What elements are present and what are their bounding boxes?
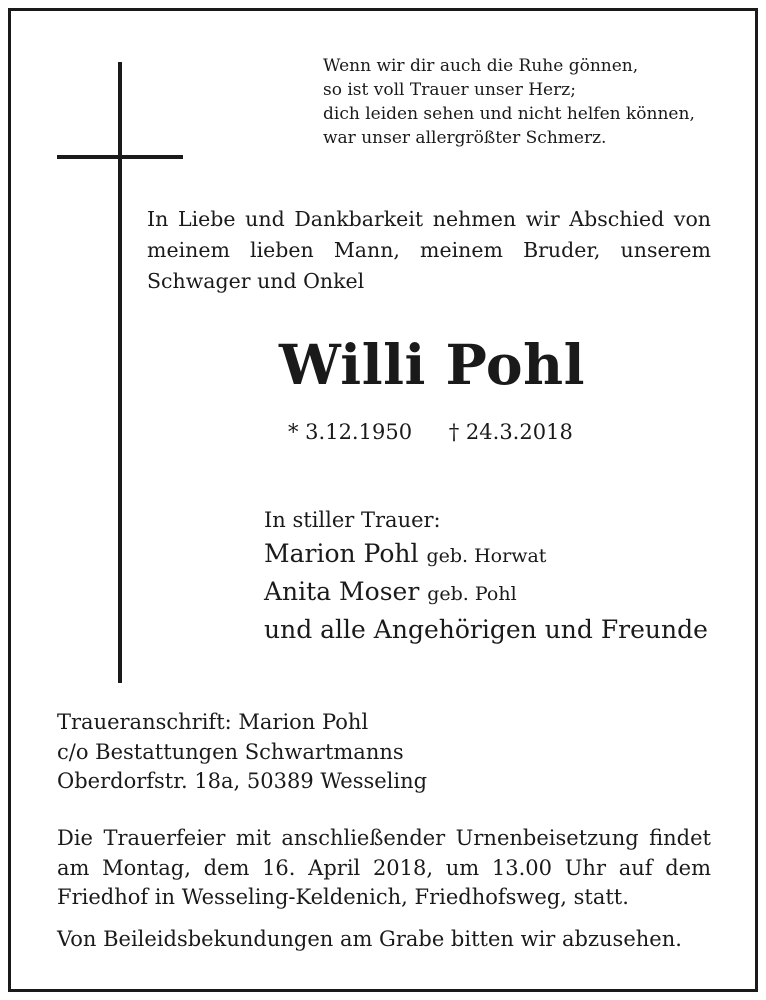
mourning-address xyxy=(57,708,427,797)
death-date: † 24.3.2018 xyxy=(448,420,573,444)
poem-line: dich leiden sehen und nicht helfen können, xyxy=(323,104,695,124)
birth-date: * 3.12.1950 xyxy=(288,420,413,444)
mourners-heading: In stiller Trauer: xyxy=(264,508,441,532)
intro-text: In Liebe und Dankbarkeit nehmen wir Abschied von meinem lieben Mann, meinem Bruder, unserem Schwager und Onkel xyxy=(147,207,711,293)
mourners-others: und alle Angehörigen und Freunde xyxy=(264,615,708,644)
address-line: c/o Bestattungen Schwartmanns xyxy=(57,739,404,764)
cross-horizontal-bar xyxy=(57,155,183,159)
deceased-name: Willi Pohl xyxy=(279,332,585,397)
condolence-note: Von Beileidsbekundungen am Grabe bitten wir abzusehen. xyxy=(57,927,682,951)
poem-line: Wenn wir dir auch die Ruhe gönnen, xyxy=(323,56,639,76)
address-line: Traueranschrift: Marion Pohl xyxy=(57,710,369,734)
poem-line: so ist voll Trauer unser Herz; xyxy=(323,80,576,100)
mourners xyxy=(264,504,708,648)
address-line: Oberdorfstr. 18a, 50389 Wesseling xyxy=(57,769,428,793)
poem-line: war unser allergrößter Schmerz. xyxy=(323,128,607,148)
ceremony-info: Die Trauerfeier mit anschließender Urnenbeisetzung findet am Montag, dem 16. April 2018, um 13.00 Uhr auf dem Friedhof in Wesseling-Keldenich, Friedhofsweg, statt. xyxy=(57,826,711,909)
mourner-maiden-name: geb. Horwat xyxy=(426,545,547,567)
mourner-name: Marion Pohl xyxy=(264,539,419,568)
mourner-name: Anita Moser xyxy=(264,577,420,606)
life-dates xyxy=(288,418,573,446)
poem xyxy=(323,54,695,150)
mourner-row xyxy=(264,574,708,612)
mourner-row xyxy=(264,536,708,574)
mourner-maiden-name: geb. Pohl xyxy=(427,583,517,605)
